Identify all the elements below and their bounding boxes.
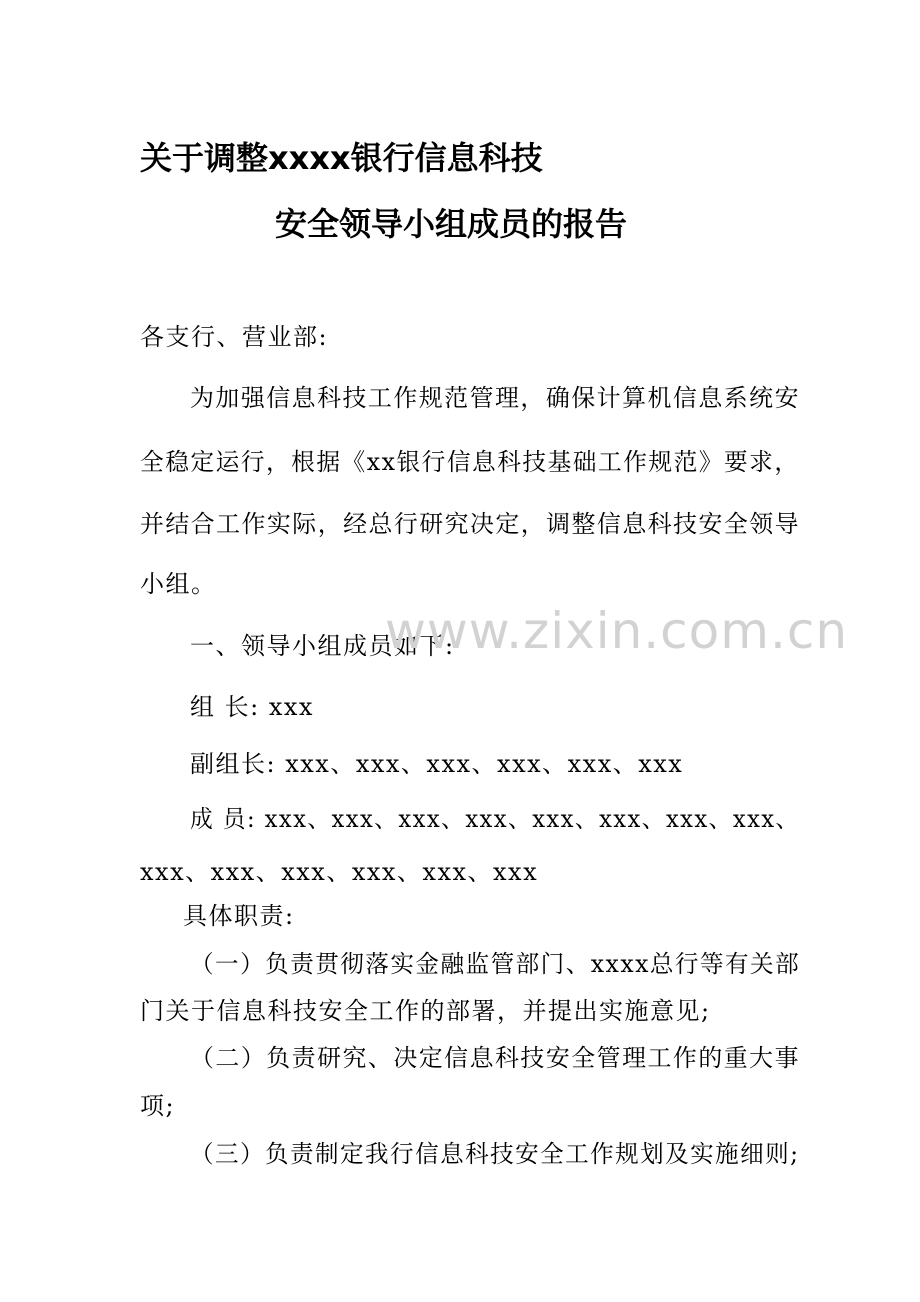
members-line-2: xxx、xxx、xxx、xxx、xxx、xxx xyxy=(140,858,539,886)
salutation: 各支行、营业部: xyxy=(140,323,329,351)
section-1-heading: 一、领导小组成员如下: xyxy=(190,632,455,660)
duty-3-line: （三）负责制定我行信息科技安全工作规划及实施细则; xyxy=(190,1140,800,1168)
report-title-line-1: 关于调整xxxx银行信息科技 xyxy=(140,139,543,177)
duties-heading: 具体职责: xyxy=(183,902,295,930)
members-line-1: 成 员: xxx、xxx、xxx、xxx、xxx、xxx、xxx、xxx、 xyxy=(190,805,800,833)
deputy-line: 副组长: xxx、xxx、xxx、xxx、xxx、xxx xyxy=(190,750,684,778)
paragraph-1-line-3: 并结合工作实际，经总行研究决定，调整信息科技安全领导 xyxy=(140,510,801,538)
watermark: www.zixin.com.cn xyxy=(385,602,849,660)
paragraph-1-line-2: 全稳定运行，根据《xx银行信息科技基础工作规范》要求， xyxy=(140,448,800,476)
duty-2-line-1: （二）负责研究、决定信息科技安全管理工作的重大事 xyxy=(190,1044,800,1072)
duty-1-line-1: （一）负责贯彻落实金融监管部门、xxxx总行等有关部 xyxy=(190,950,801,978)
report-title-line-2: 安全领导小组成员的报告 xyxy=(275,205,628,243)
duty-2-line-2: 项; xyxy=(140,1092,176,1120)
leader-line: 组 长: xxx xyxy=(190,693,314,721)
duty-1-line-2: 门关于信息科技安全工作的部署，并提出实施意见; xyxy=(140,997,711,1025)
paragraph-1-line-1: 为加强信息科技工作规范管理，确保计算机信息系统安 xyxy=(190,384,800,412)
paragraph-1-line-4: 小组。 xyxy=(140,570,217,598)
